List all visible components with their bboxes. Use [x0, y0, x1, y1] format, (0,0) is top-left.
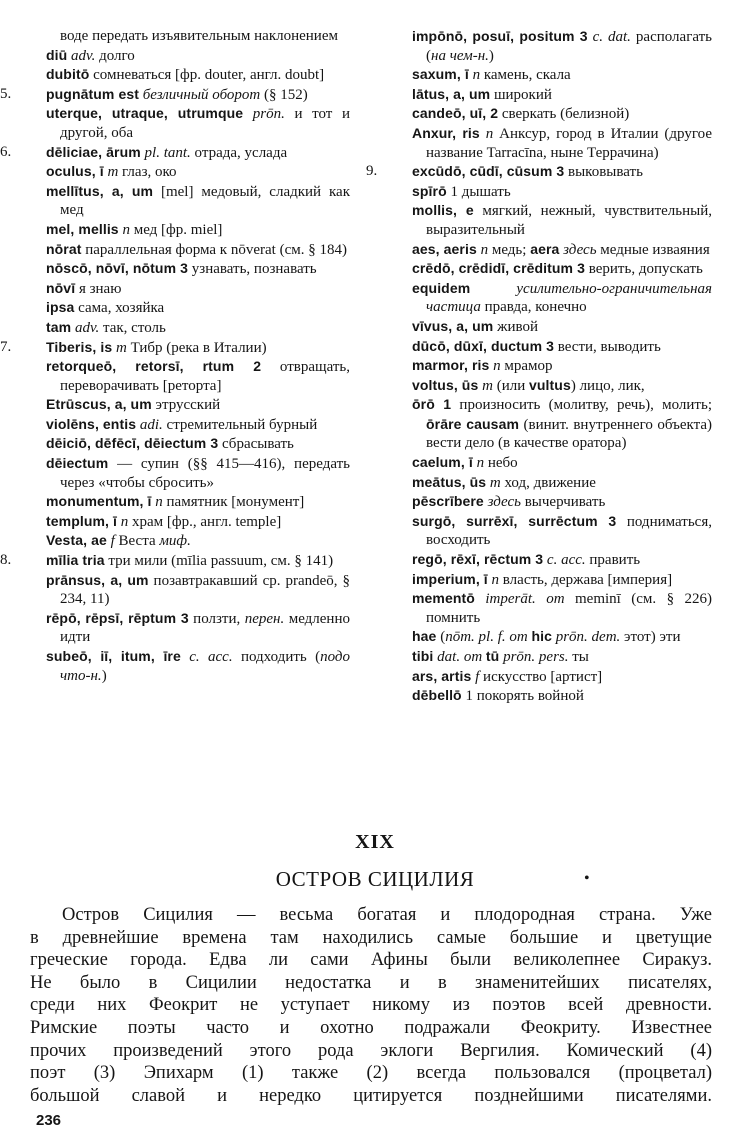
headword: dēiectum — [46, 455, 109, 472]
definition-text: стремительный бурный — [162, 416, 318, 433]
vocab-entry — [30, 46, 350, 66]
grammar-note: adv. — [71, 47, 96, 64]
vocab-entry — [30, 647, 350, 685]
grammar-note: prōn. pers. — [503, 649, 569, 665]
vocab-entry — [30, 259, 350, 279]
definition-text: медные изваяния — [596, 241, 710, 258]
ink-dot: • — [584, 870, 590, 887]
vocab-entry — [30, 609, 350, 647]
vocab-entry — [396, 85, 712, 105]
definition-text: (винит. внутреннего объекта) вести дело (в качестве оратора) — [426, 416, 712, 452]
grammar-note: adv. — [74, 319, 100, 336]
definition-text: отрада, услада — [190, 144, 288, 161]
vocab-entry — [396, 65, 712, 85]
prose-line: Остров Сицилия — весьма богатая и плодородная страна. Уже — [62, 905, 712, 925]
grammar-note: m — [482, 377, 493, 394]
grammar-note: m — [115, 339, 127, 356]
prose-paragraph — [30, 904, 712, 1107]
definition-text: правда, конечно — [480, 299, 587, 316]
vocab-entry — [396, 317, 712, 337]
definition-text: сама, хозяйка — [74, 300, 165, 317]
headword: Anxur, ris — [412, 124, 480, 141]
vocab-entry — [30, 279, 350, 299]
definition-text: сомневаться [фр. douter, англ. doubt] — [89, 67, 325, 84]
vocab-entry — [396, 27, 712, 65]
definition-text: мрамор — [500, 358, 553, 375]
headword: uterque, utraque, utrumque — [46, 105, 244, 122]
definition-text — [475, 591, 485, 607]
vocab-entry — [396, 376, 712, 396]
headword: retorqueō, retorsī, rtum 2 — [46, 358, 262, 375]
grammar-note: n — [476, 455, 485, 472]
vocab-entry — [30, 571, 350, 609]
definition-text: я знаю — [75, 280, 122, 297]
headword: dēliciae, ārum — [46, 143, 141, 160]
vocab-entry — [396, 667, 712, 687]
grammar-note: f — [110, 533, 115, 550]
definition-text: ход, движение — [500, 474, 596, 491]
definition-text: камень, скала — [480, 67, 571, 84]
definition-text: сбрасывать — [218, 436, 294, 453]
vocab-entry — [396, 627, 712, 647]
vocab-entry — [396, 240, 712, 260]
definition-text: долго — [95, 47, 135, 64]
vocab-entry — [30, 415, 350, 435]
definition-text: править — [585, 552, 641, 569]
headword: tū — [485, 648, 500, 664]
prose-line: большой славой и нередко цитируется позднейшими писателями. — [30, 1085, 712, 1106]
headword: nōvī — [46, 279, 76, 296]
definition-text: узнавать, познавать — [188, 261, 317, 278]
grammar-note: prōn. — [252, 106, 285, 123]
grammar-note: c. acc. — [189, 649, 233, 665]
vocab-entry — [396, 492, 712, 512]
grammar-note: усилительно-ограничительная частица — [426, 280, 712, 316]
grammar-note: на чем-н. — [431, 47, 489, 64]
vocab-entry — [30, 104, 350, 142]
vocab-entry — [30, 531, 350, 551]
vocab-entry — [396, 647, 712, 667]
vocab-entry — [30, 318, 350, 338]
definition-text — [181, 649, 189, 665]
prose-line: Не было в Сицилии недостатка и в знаменитейших писателях, — [30, 972, 712, 993]
vocabulary-right-column — [366, 27, 713, 706]
definition-text: воде передать изъявительным наклонением — [60, 28, 338, 44]
definition-text: подниматься, восходить — [426, 513, 712, 549]
prose-line: прочих произведений этого рода эклоги Вергилия. Комический (4) — [30, 1040, 712, 1061]
headword: ars, artis — [412, 667, 472, 684]
grammar-note: n — [120, 513, 129, 530]
headword: vīvus, a, um — [412, 317, 494, 334]
exercise-number: 7. — [0, 338, 12, 355]
definition-text: медленно идти — [60, 610, 350, 646]
vocab-entry — [30, 182, 350, 220]
headword: dūcō, dūxī, ductum 3 — [412, 337, 555, 354]
headword: violēns, entis — [46, 415, 137, 432]
vocab-entry — [396, 259, 712, 279]
grammar-note: n — [480, 241, 489, 258]
vocab-entry — [30, 162, 350, 182]
definition-text: вычерчивать — [520, 494, 606, 511]
definition-text: ) — [488, 47, 494, 64]
headword: Tiberis, is — [46, 338, 113, 355]
vocab-entry — [0, 338, 350, 358]
grammar-note: миф. — [159, 533, 191, 550]
headword: dubitō — [46, 66, 90, 83]
definition-text: (§ 152) — [260, 86, 308, 103]
prose-line: в древнейшие времена там находились самые большие и цветущие — [30, 927, 712, 948]
headword: tibi — [412, 648, 434, 664]
definition-text: этрусский — [151, 397, 221, 414]
vocab-entry — [396, 279, 712, 317]
grammar-note: prōn. dem. — [555, 629, 621, 646]
definition-text: искусство [артист] — [479, 668, 603, 685]
headword: ipsa — [46, 299, 75, 316]
vocab-entry — [396, 124, 712, 162]
vocab-entry — [0, 143, 350, 163]
definition-text: небо — [484, 455, 518, 472]
headword: hic — [531, 628, 552, 645]
definition-text: мягкий, нежный, чувствительный, выразительный — [426, 203, 712, 238]
definition-text: верить, допускать — [585, 261, 703, 278]
grammar-note: здесь — [563, 241, 597, 258]
headword: dēbellō — [412, 687, 462, 704]
vocab-entry — [30, 27, 350, 46]
headword: Vesta, ae — [46, 532, 107, 549]
grammar-note: f — [475, 668, 480, 685]
definition-text: подходить ( — [232, 649, 321, 665]
definition-text: 1 дышать — [446, 183, 511, 200]
grammar-note: adi. — [139, 416, 163, 433]
vocab-entry — [366, 162, 712, 182]
vocab-entry — [396, 201, 712, 239]
definition-text: широкий — [490, 86, 552, 103]
vocabulary-left-column — [0, 27, 350, 685]
exercise-number: 9. — [366, 163, 378, 180]
headword: subeō, iī, itum, īre — [46, 648, 181, 664]
headword: excūdō, cūdī, cūsum 3 — [412, 163, 565, 180]
definition-text: ты — [568, 649, 589, 665]
definition-text: три мили (mīlia passuum, см. § 141) — [104, 553, 334, 570]
definition-text: — супин (§§ 415—416), передать через «чтобы сбросить» — [60, 456, 350, 491]
headword: oculus, ī — [46, 163, 104, 180]
grammar-note: перен. — [244, 610, 285, 627]
vocab-entry — [30, 298, 350, 318]
definition-text: мед [фр. miel] — [129, 221, 223, 238]
vocab-entry — [396, 182, 712, 202]
definition-text: так, столь — [99, 319, 166, 336]
headword: caelum, ī — [412, 454, 473, 471]
headword: impōnō, posuī, positum 3 — [412, 28, 588, 44]
prose-line: среди них Феокрит не уступает никому из поэтов всей древности. — [30, 995, 712, 1016]
vocab-entry — [0, 85, 350, 105]
definition-text: ползти, — [188, 610, 245, 627]
grammar-note: безличный оборот — [142, 86, 261, 103]
headword: Etrūscus, a, um — [46, 396, 152, 413]
headword: candeō, uī, 2 — [412, 105, 499, 122]
definition-text: meminī (см. § 226) помнить — [426, 591, 713, 626]
headword: nōscō, nōvī, nōtum 3 — [46, 260, 189, 277]
exercise-number: 5. — [0, 85, 12, 102]
headword: mellītus, a, um — [46, 182, 154, 199]
vocab-entry — [30, 492, 350, 512]
definition-text: произносить (молитву, речь), молить; — [451, 397, 712, 414]
grammar-note: m — [489, 474, 501, 491]
definition-text: отвращать, переворачивать [реторта] — [60, 359, 350, 394]
headword: imperium, ī — [412, 570, 488, 587]
headword: voltus, ūs — [412, 376, 479, 393]
headword: hae — [412, 628, 437, 645]
definition-text: ) — [101, 667, 107, 684]
grammar-note: dat. om — [437, 649, 483, 665]
chapter-title: ОСТРОВ СИЦИЛИЯ — [275, 867, 475, 891]
grammar-note: n — [472, 67, 481, 84]
definition-text: живой — [493, 318, 539, 335]
headword: regō, rēxī, rēctum 3 — [412, 551, 544, 568]
headword: spīrō — [412, 182, 447, 199]
headword: aes, aeris — [412, 240, 477, 257]
grammar-note: n — [122, 221, 130, 238]
vocab-entry — [396, 550, 712, 570]
headword: ōrō 1 — [412, 396, 452, 413]
headword: tam — [46, 318, 72, 335]
prose-line: поэт (3) Эпихарм (1) также (2) всегда пользовался (процветал) — [30, 1063, 712, 1084]
prose-line: Римские поэты часто и охотно подражали Феокриту. Известнее — [30, 1017, 712, 1038]
definition-text: храм [фр., англ. temple] — [128, 513, 282, 530]
grammar-note: nōm. pl. f. om — [445, 629, 528, 646]
definition-text: вести, выводить — [554, 338, 661, 355]
definition-text: (или — [492, 377, 529, 394]
definition-text: ) лицо, лик, — [570, 377, 645, 394]
headword: prānsus, a, um — [46, 571, 149, 588]
headword: vultus — [529, 376, 571, 393]
definition-text: [mel] медовый, сладкий как мед — [60, 183, 350, 219]
grammar-note: подо что-н. — [60, 649, 350, 684]
vocab-entry — [30, 357, 350, 395]
vocab-entry — [396, 395, 712, 453]
grammar-note: n — [493, 358, 501, 375]
vocab-entry — [396, 589, 712, 627]
vocab-entry — [396, 512, 712, 550]
vocab-entry — [396, 686, 712, 706]
definition-text — [470, 281, 516, 297]
grammar-note: imperāt. om — [485, 591, 565, 608]
vocab-entry — [396, 337, 712, 357]
headword: crēdō, crēdidī, crēditum 3 — [412, 260, 585, 277]
definition-text: глаз, око — [118, 164, 177, 181]
headword: equidem — [412, 279, 471, 296]
headword: pēscrībere — [412, 493, 484, 510]
definition-text: власть, держава [империя] — [499, 571, 673, 588]
vocab-entry — [30, 65, 350, 85]
headword: aera — [530, 240, 560, 257]
vocab-entry — [396, 570, 712, 590]
vocab-entry — [396, 453, 712, 473]
headword: marmor, ris — [412, 357, 490, 374]
headword: rēpō, rēpsī, rēptum 3 — [46, 609, 189, 626]
definition-text: медь; — [488, 241, 531, 258]
definition-text: этот) эти — [620, 629, 681, 646]
definition-text: Тибр (река в Италии) — [126, 339, 267, 356]
headword: nōrat — [46, 240, 82, 257]
vocab-entry — [396, 356, 712, 376]
exercise-number: 6. — [0, 143, 12, 160]
headword: ōrāre causam — [426, 415, 520, 432]
definition-text: Веста — [114, 533, 160, 550]
grammar-note: n — [155, 494, 163, 511]
page-number: 236 — [36, 1112, 62, 1129]
grammar-note: здесь — [487, 494, 521, 511]
vocab-entry — [30, 454, 350, 492]
vocab-entry — [30, 434, 350, 454]
vocab-entry — [396, 104, 712, 124]
vocab-entry — [30, 240, 350, 260]
headword: lātus, a, um — [412, 85, 491, 102]
headword: monumentum, ī — [46, 493, 152, 510]
grammar-note: c. dat. — [592, 29, 631, 45]
vocab-entry — [0, 551, 350, 571]
grammar-note: c. acc. — [546, 552, 586, 569]
grammar-note: n — [491, 571, 500, 588]
definition-text: параллельная форма к nōverat (см. § 184) — [81, 241, 347, 258]
headword: pugnātum est — [46, 85, 139, 102]
definition-text: позавтракавший ср. prandeō, § 234, 11) — [60, 572, 350, 608]
vocab-entry — [30, 512, 350, 532]
exercise-number: 8. — [0, 552, 12, 569]
definition-text: Анксур, город в Италии (другое название Tarracīna, ныне Террачина) — [426, 125, 712, 161]
headword: mīlia tria — [46, 552, 105, 569]
grammar-note: m — [107, 164, 119, 181]
headword: mel, mellis — [46, 220, 119, 237]
definition-text: сверкать (белизной) — [498, 106, 630, 123]
headword: templum, ī — [46, 512, 118, 529]
chapter-number: XIX — [355, 831, 395, 853]
headword: diū — [46, 46, 68, 63]
headword: meātus, ūs — [412, 473, 487, 490]
headword: saxum, ī — [412, 66, 469, 83]
prose-line: греческие города. Едва ли сами Афины были великолепнее Сиракуз. — [30, 950, 712, 971]
vocab-entry — [396, 473, 712, 493]
definition-text: и тот и другой, оба — [60, 106, 350, 141]
vocab-entry — [30, 220, 350, 240]
definition-text: выковывать — [564, 164, 643, 181]
definition-text: 1 покорять войной — [461, 688, 584, 705]
definition-text — [243, 106, 253, 122]
grammar-note: pl. tant. — [144, 144, 191, 161]
definition-text: ( — [436, 629, 446, 646]
headword: dēiciō, dēfēcī, dēiectum 3 — [46, 435, 219, 452]
definition-text: памятник [монумент] — [162, 494, 305, 511]
headword: mementō — [412, 590, 475, 607]
headword: mollis, e — [412, 202, 474, 219]
vocab-entry — [30, 395, 350, 415]
definition-text: располагать ( — [426, 29, 713, 64]
grammar-note: n — [485, 125, 494, 142]
headword: surgō, surrēxī, surrēctum 3 — [412, 512, 617, 529]
